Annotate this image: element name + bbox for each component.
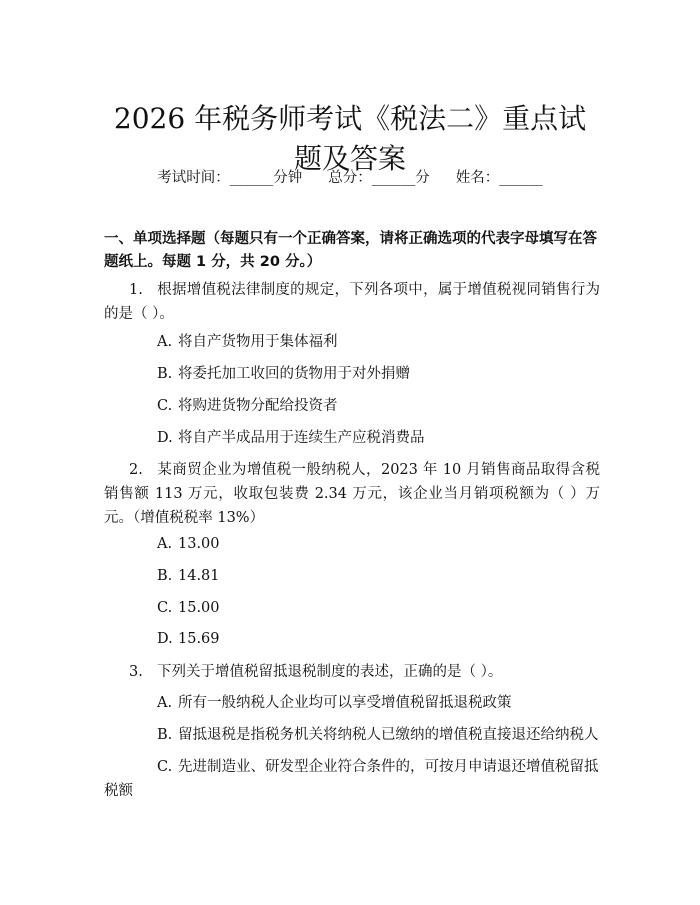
option-3b: [157, 724, 600, 746]
option-text: 14.81: [178, 568, 220, 584]
option-letter: D.: [157, 430, 173, 446]
exam-info: [0, 167, 700, 189]
option-text: 所有一般纳税人企业均可以享受增值税留抵退税政策: [178, 695, 512, 711]
question-number: 3.: [129, 664, 143, 680]
total-score-field: 总分：______分: [328, 170, 430, 186]
name-field: 姓名：______: [455, 170, 543, 186]
exam-time-field: 考试时间：______分钟: [157, 170, 303, 186]
question-stem: 下列关于增值税留抵退税制度的表述，正确的是（ ）。: [157, 664, 503, 680]
question-3: [104, 660, 600, 684]
option-letter: C.: [157, 600, 173, 616]
option-letter: C.: [157, 759, 173, 775]
option-letter: A.: [157, 334, 173, 350]
option-letter: B.: [157, 366, 173, 382]
option-text: 将自产半成品用于连续生产应税消费品: [178, 430, 425, 446]
question-1: [104, 278, 600, 326]
option-text: 将委托加工收回的货物用于对外捐赠: [178, 366, 410, 382]
option-3a: [157, 692, 600, 714]
option-2d: [157, 628, 600, 650]
page-title: 2026 年税务师考试《税法二》重点试题及答案: [113, 101, 587, 175]
question-stem: 某商贸企业为增值税一般纳税人，2023 年 10 月销售商品取得含税销售额 113 万元，收取包装费 2.34 万元，该企业当月销项税额为（ ）万元。（增值税税率 13%）: [104, 462, 600, 526]
question-2: [104, 458, 600, 530]
option-text: 将自产货物用于集体福利: [178, 334, 338, 350]
option-1b: [157, 363, 600, 385]
option-1c: [157, 395, 600, 417]
option-letter: C.: [157, 398, 173, 414]
option-1d: [157, 427, 600, 449]
option-text: 13.00: [178, 536, 220, 552]
option-1a: [157, 331, 600, 353]
option-letter: B.: [157, 568, 173, 584]
option-text: 先进制造业、研发型企业符合条件的，可按月申请退还增值税留抵税额: [104, 759, 599, 799]
option-text: 15.00: [178, 600, 220, 616]
option-letter: B.: [157, 727, 173, 743]
option-letter: A.: [157, 536, 173, 552]
option-letter: D.: [157, 631, 173, 647]
section-heading: 一、单项选择题（每题只有一个正确答案，请将正确选项的代表字母填写在答题纸上。每题 1 分，共 20 分。）: [104, 231, 597, 270]
option-letter: A.: [157, 695, 173, 711]
option-text: 15.69: [178, 631, 220, 647]
option-3c: [104, 755, 600, 803]
question-stem: 根据增值税法律制度的规定，下列各项中，属于增值税视同销售行为的是（ ）。: [104, 282, 600, 322]
option-2b: [157, 565, 600, 587]
question-number: 1.: [129, 282, 143, 298]
option-text: 留抵退税是指税务机关将纳税人已缴纳的增值税直接退还给纳税人: [178, 727, 599, 743]
option-text: 将购进货物分配给投资者: [178, 398, 338, 414]
question-number: 2.: [129, 462, 143, 478]
option-2a: [157, 533, 600, 555]
option-2c: [157, 597, 600, 619]
